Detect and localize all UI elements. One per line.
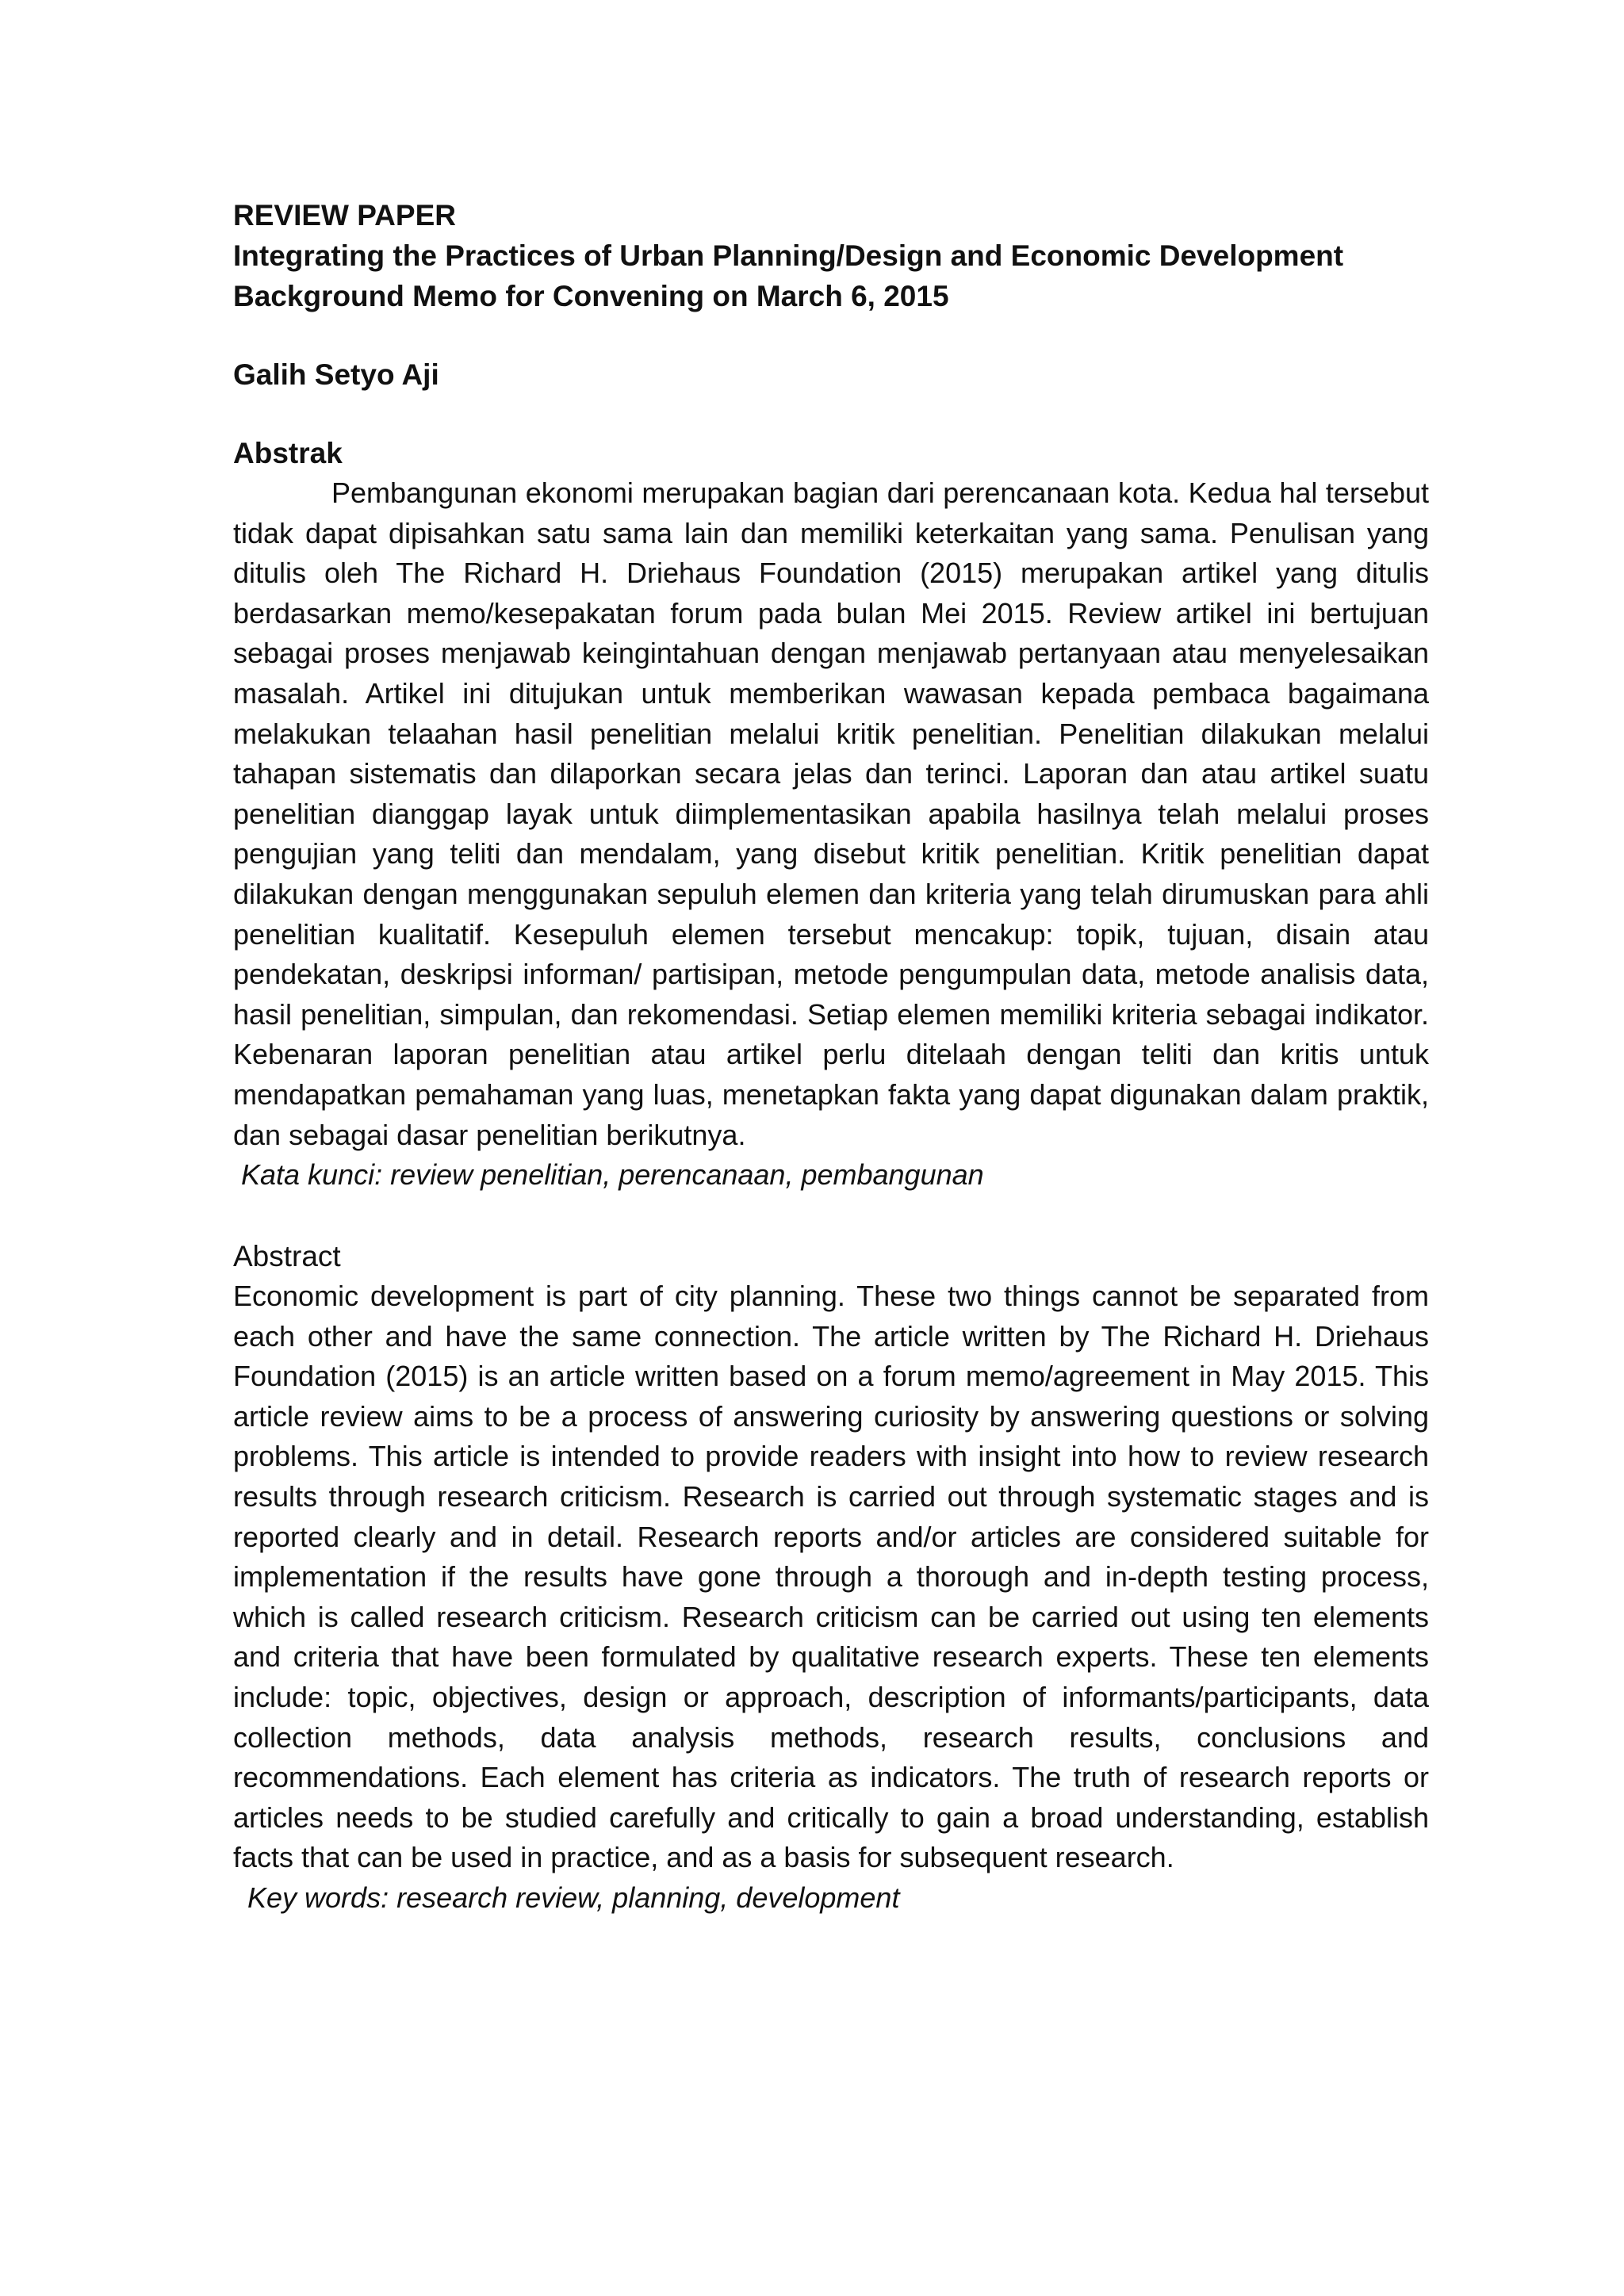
paper-title: Integrating the Practices of Urban Planning/Design and Economic Development: [233, 239, 1344, 272]
abstrak-body: Pembangunan ekonomi merupakan bagian dari perencanaan kota. Kedua hal tersebut tidak dapat dipisahkan satu sama lain dan memiliki keterkaitan yang sama. Penulisan yang ditulis oleh The Richard H. Driehaus Foundation (2015) merupakan artikel yang ditulis berdasarkan memo/kesepakatan forum pada bulan Mei 2015. Review artikel ini bertujuan sebagai proses menjawab keingintahuan dengan menjawab pertanyaan atau menyelesaikan masalah. Artikel ini ditujukan untuk memberikan wawasan kepada pembaca bagaimana melakukan telaahan hasil penelitian melalui kritik penelitian. Penelitian dilakukan melalui tahapan sistematis dan dilaporkan secara jelas dan terinci. Laporan dan atau artikel suatu penelitian dianggap layak untuk diimplementasikan apabila hasilnya telah melalui proses pengujian yang teliti dan mendalam, yang disebut kritik penelitian. Kritik penelitian dapat dilakukan dengan menggunakan sepuluh elemen dan kriteria yang telah dirumuskan para ahli penelitian kualitatif. Kesepuluh elemen tersebut mencakup: topik, tujuan, disain atau pendekatan, deskripsi informan/ partisipan, metode pengumpulan data, metode analisis data, hasil penelitian, simpulan, dan rekomendasi. Setiap elemen memiliki kriteria sebagai indikator. Kebenaran laporan penelitian atau artikel perlu ditelaah dengan teliti dan kritis untuk mendapatkan pemahaman yang luas, menetapkan fakta yang dapat digunakan dalam praktik, dan sebagai dasar penelitian berikutnya.: [233, 476, 1429, 1151]
abstrak-keywords: Kata kunci: review penelitian, perencanaan, pembangunan: [241, 1158, 984, 1192]
author-name: Galih Setyo Aji: [233, 358, 439, 391]
paper-subtitle: Background Memo for Convening on March 6, 2015: [233, 280, 949, 312]
abstract-keywords: Key words: research review, planning, development: [247, 1881, 900, 1914]
paper-label: REVIEW PAPER: [233, 199, 456, 232]
paper-page: [233, 195, 1429, 1918]
abstract-body: Economic development is part of city planning. These two things cannot be separated from each other and have the same connection. The article written by The Richard H. Driehaus Foundation (2015) is an article written based on a forum memo/agreement in May 2015. This article review aims to be a process of answering curiosity by answering questions or solving problems. This article is intended to provide readers with insight into how to review research results through research criticism. Research is carried out through systematic stages and is reported clearly and in detail. Research reports and/or articles are considered suitable for implementation if the results have gone through a thorough and in-depth testing process, which is called research criticism. Research criticism can be carried out using ten elements and criteria that have been formulated by qualitative research experts. These ten elements include: topic, objectives, design or approach, description of informants/participants, data collection methods, data analysis methods, research results, conclusions and recommendations. Each element has criteria as indicators. The truth of research reports or articles needs to be studied carefully and critically to gain a broad understanding, establish facts that can be used in practice, and as a basis for subsequent research.: [233, 1280, 1429, 1874]
abstrak-heading: Abstrak: [233, 437, 343, 469]
abstract-heading: Abstract: [233, 1240, 341, 1273]
